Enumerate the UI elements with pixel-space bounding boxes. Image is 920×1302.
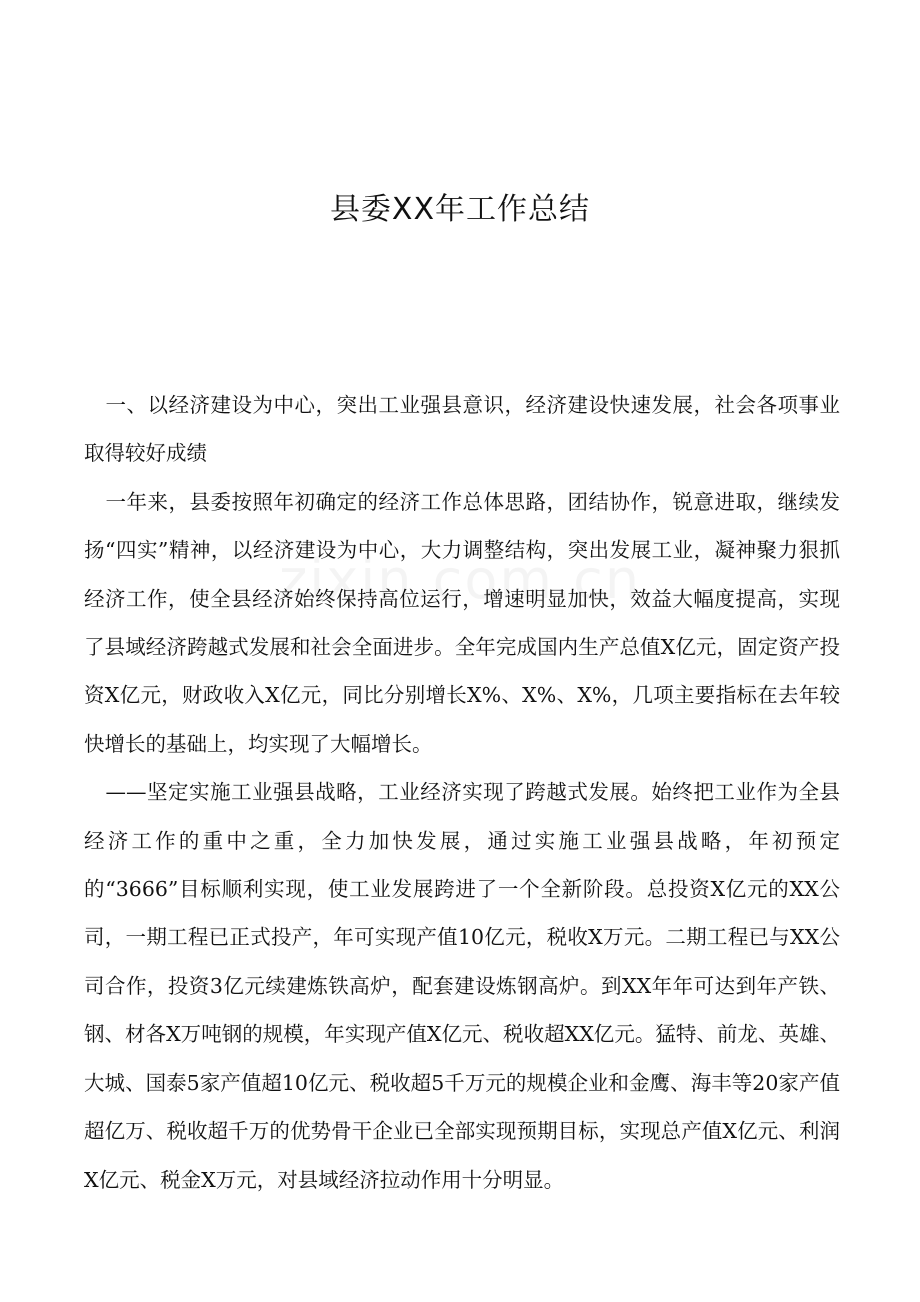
document-body [84, 381, 840, 1204]
document-title: 县委XX年工作总结 [329, 192, 591, 227]
section-heading: 一、以经济建设为中心，突出工业强县意识，经济建设快速发展，社会各项事业取得较好成绩 [84, 393, 840, 466]
body-paragraph: 一年来，县委按照年初确定的经济工作总体思路，团结协作，锐意进取，继续发扬“四实”精神，以经济建设为中心，大力调整结构，突出发展工业，凝神聚力狠抓经济工作，使全县经济始终保持高位运行，增速明显加快，效益大幅度提高，实现了县域经济跨越式发展和社会全面进步。全年完成国内生产总值X亿元，固定资产投资X亿元，财政收入X亿元，同比分别增长X%、X%、X%，几项主要指标在去年较快增长的基础上，均实现了大幅增长。 [84, 489, 840, 756]
body-paragraph: ——坚定实施工业强县战略，工业经济实现了跨越式发展。始终把工业作为全县经济工作的重中之重，全力加快发展，通过实施工业强县战略，年初预定的“3666”目标顺利实现，使工业发展跨进了一个全新阶段。总投资X亿元的XX公司，一期工程已正式投产，年可实现产值10亿元，税收X万元。二期工程已与XX公司合作，投资3亿元续建炼铁高炉，配套建设炼钢高炉。到XX年年可达到年产铁、钢、材各X万吨钢的规模，年实现产值X亿元、税收超XX亿元。猛特、前龙、英雄、大城、国泰5家产值超10亿元、税收超5千万元的规模企业和金鹰、海丰等20家产值超亿万、税收超千万的优势骨干企业已全部实现预期目标，实现总产值X亿元、利润X亿元、税金X万元，对县域经济拉动作用十分明显。 [84, 780, 840, 1192]
